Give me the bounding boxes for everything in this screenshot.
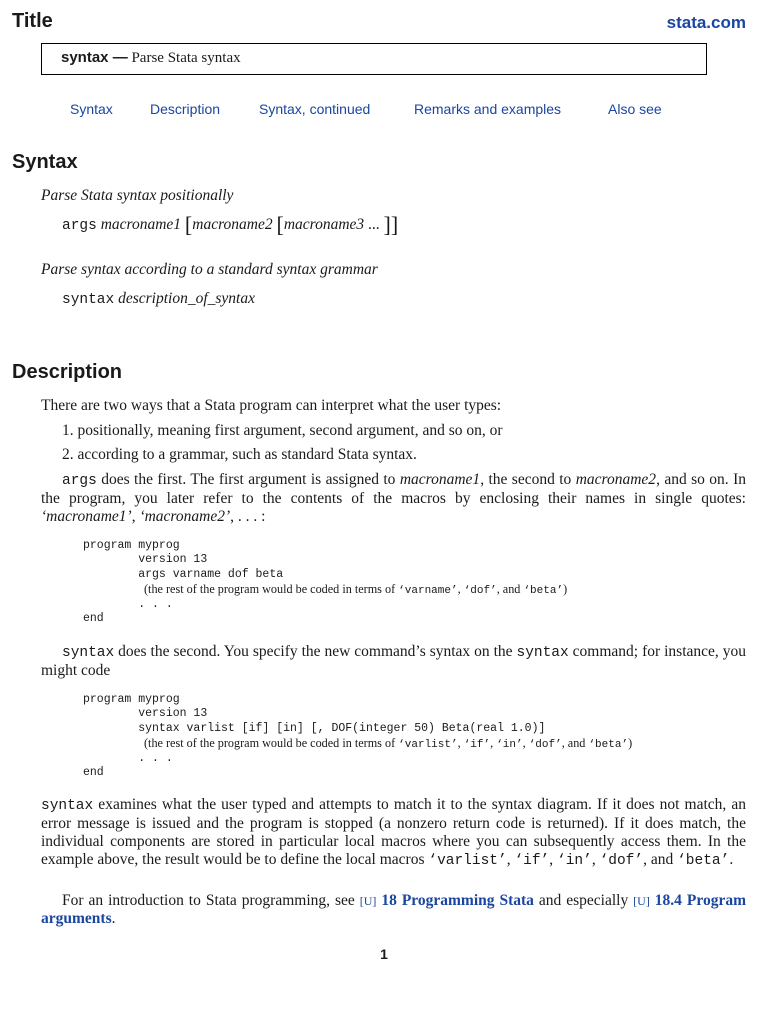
comment-text: , [457,581,464,596]
paragraph-text: does the second. You specify the new command’s syntax on the [114,643,517,660]
quoted-macroname2: ‘macroname2’ [139,508,231,525]
comment-text: , [522,735,529,750]
syntax-inline-command: syntax [62,645,115,661]
code-line: syntax varlist [if] [in] [, DOF(integer 50) Beta(real 1.0)] [83,721,546,735]
args-command: args [62,218,97,234]
paragraph-text: , and [643,851,678,868]
paragraph-text: examines what the user typed and attempts to match it to the syntax diagram. If it does not match, an error message is issued and the program is stopped (a nonzero return code is returned). If it does match, the individual components are stored in particular local macros where you can subsequently access them. In the example above, the result would be to define the local macros [41,796,746,868]
list-item-text: according to a grammar, such as standard Stata syntax. [77,446,417,463]
code-line: args varname dof beta [83,567,284,581]
nav-link-description[interactable]: Description [150,101,221,117]
nav-link-syntax-continued[interactable]: Syntax, continued [259,101,371,117]
macroname1-ref: macroname1 [399,471,481,488]
description-intro: There are two ways that a Stata program can interpret what the user types: [41,397,502,414]
code-line: end [83,766,104,780]
paragraph-text: , . . . : [230,508,266,525]
list-item-number: 2. [62,446,74,463]
syntax-paragraph [41,643,746,680]
paragraph-text: , [131,508,140,525]
link-text: 18 Programming Stata [376,892,534,909]
comment-macro: ‘if’ [463,738,491,751]
local-macro-ref: ‘varlist’ [428,853,507,869]
paragraph-text: , [549,851,558,868]
comment-text: (the rest of the program would be coded in terms of [144,735,399,750]
list-item [62,446,417,464]
code-line: program myprog [83,539,180,552]
syntax-command: syntax [62,292,115,308]
page-header-title: Title [12,10,53,32]
args-inline-command: args [62,473,97,489]
list-item-number: 1. [62,422,74,439]
command-name: syntax — [61,49,128,66]
local-macro-ref: ‘if’ [514,853,550,869]
paragraph-text: does the first. The first argument is assigned to [96,471,400,488]
macroname2-placeholder: macroname2 [192,216,273,233]
syntax-inline-command: syntax [516,645,569,661]
description-of-syntax-placeholder: description_of_syntax [118,290,255,307]
comment-text: ) [628,735,633,750]
optional-close-bracket: ] [390,212,399,237]
examines-paragraph [41,796,746,870]
code-comment-line [83,582,567,598]
optional-open-bracket: [ [184,212,193,237]
programming-intro-paragraph [41,892,746,928]
macroname2-ref: macroname2 [575,471,657,488]
description-heading: Description [12,361,123,383]
paragraph-text: , [591,851,600,868]
list-item [62,422,503,440]
quoted-macroname1: ‘macroname1’ [41,508,132,525]
manual-ref-tag: [U] [359,894,377,908]
code-line: version 13 [83,707,208,721]
comment-macro: ‘varlist’ [398,738,458,751]
code-line: . . . [83,752,173,766]
comment-text: , [490,735,497,750]
code-comment-line [83,736,632,752]
paragraph-text: . [111,910,116,927]
syntax-syntax-line [62,290,255,309]
page-number: 1 [380,946,388,962]
syntax-heading: Syntax [12,151,78,173]
nav-link-also-see[interactable]: Also see [608,101,662,117]
local-macro-ref: ‘in’ [557,853,592,869]
comment-macro: ‘varname’ [398,584,458,597]
grammar-caption: Parse syntax according to a standard syntax grammar [41,261,378,278]
optional-open-bracket: [ [276,212,284,237]
code-block-syntax [83,693,632,781]
optional-close-bracket: ] [383,212,391,237]
code-line: . . . [83,598,173,612]
site-link[interactable]: stata.com [666,13,746,32]
code-line: program myprog [83,693,180,706]
comment-text: , [457,735,464,750]
comment-macro: ‘dof’ [463,584,497,597]
paragraph-text: command; for instance, you might code [41,643,746,679]
comment-macro: ‘beta’ [588,738,629,751]
command-description: Parse Stata syntax [131,50,241,66]
list-item-text: positionally, meaning first argument, second argument, and so on, or [77,422,503,439]
comment-text: , and [496,581,524,596]
paragraph-text: and especially [533,892,634,909]
comment-text: (the rest of the program would be coded in terms of [144,581,399,596]
comment-macro: ‘in’ [496,738,523,751]
nav-link-remarks[interactable]: Remarks and examples [414,101,562,117]
manual-ref-tag: [U] [633,894,650,908]
paragraph-text: , and so on. In the program, you later refer to the contents of the macros by enclosing their names in single quotes: [41,471,746,507]
link-text: 18.4 Program arguments [41,892,746,927]
macroname3-placeholder: macroname3 [283,216,365,233]
code-block-args [83,539,567,627]
code-line: version 13 [83,553,208,567]
paragraph-text: , [506,851,515,868]
positional-caption: Parse Stata syntax positionally [41,187,234,204]
code-line: end [83,612,104,626]
syntax-inline-command: syntax [41,798,94,814]
ellipsis: ... [368,216,380,233]
nav-link-syntax[interactable]: Syntax [70,101,113,117]
comment-macro: ‘dof’ [528,738,562,751]
paragraph-text: , the second to [480,471,576,488]
macroname1-placeholder: macroname1 [100,216,182,233]
args-paragraph [41,471,746,526]
comment-text: ) [563,581,568,596]
paragraph-text: . [729,851,734,868]
paragraph-text: For an introduction to Stata programming, see [62,892,360,909]
local-macro-ref: ‘dof’ [599,853,644,869]
local-macro-ref: ‘beta’ [677,853,730,869]
link-programming-stata[interactable] [360,892,534,909]
comment-macro: ‘beta’ [523,584,564,597]
args-syntax-line [62,212,399,237]
title-box [41,43,707,75]
comment-text: , and [561,735,589,750]
